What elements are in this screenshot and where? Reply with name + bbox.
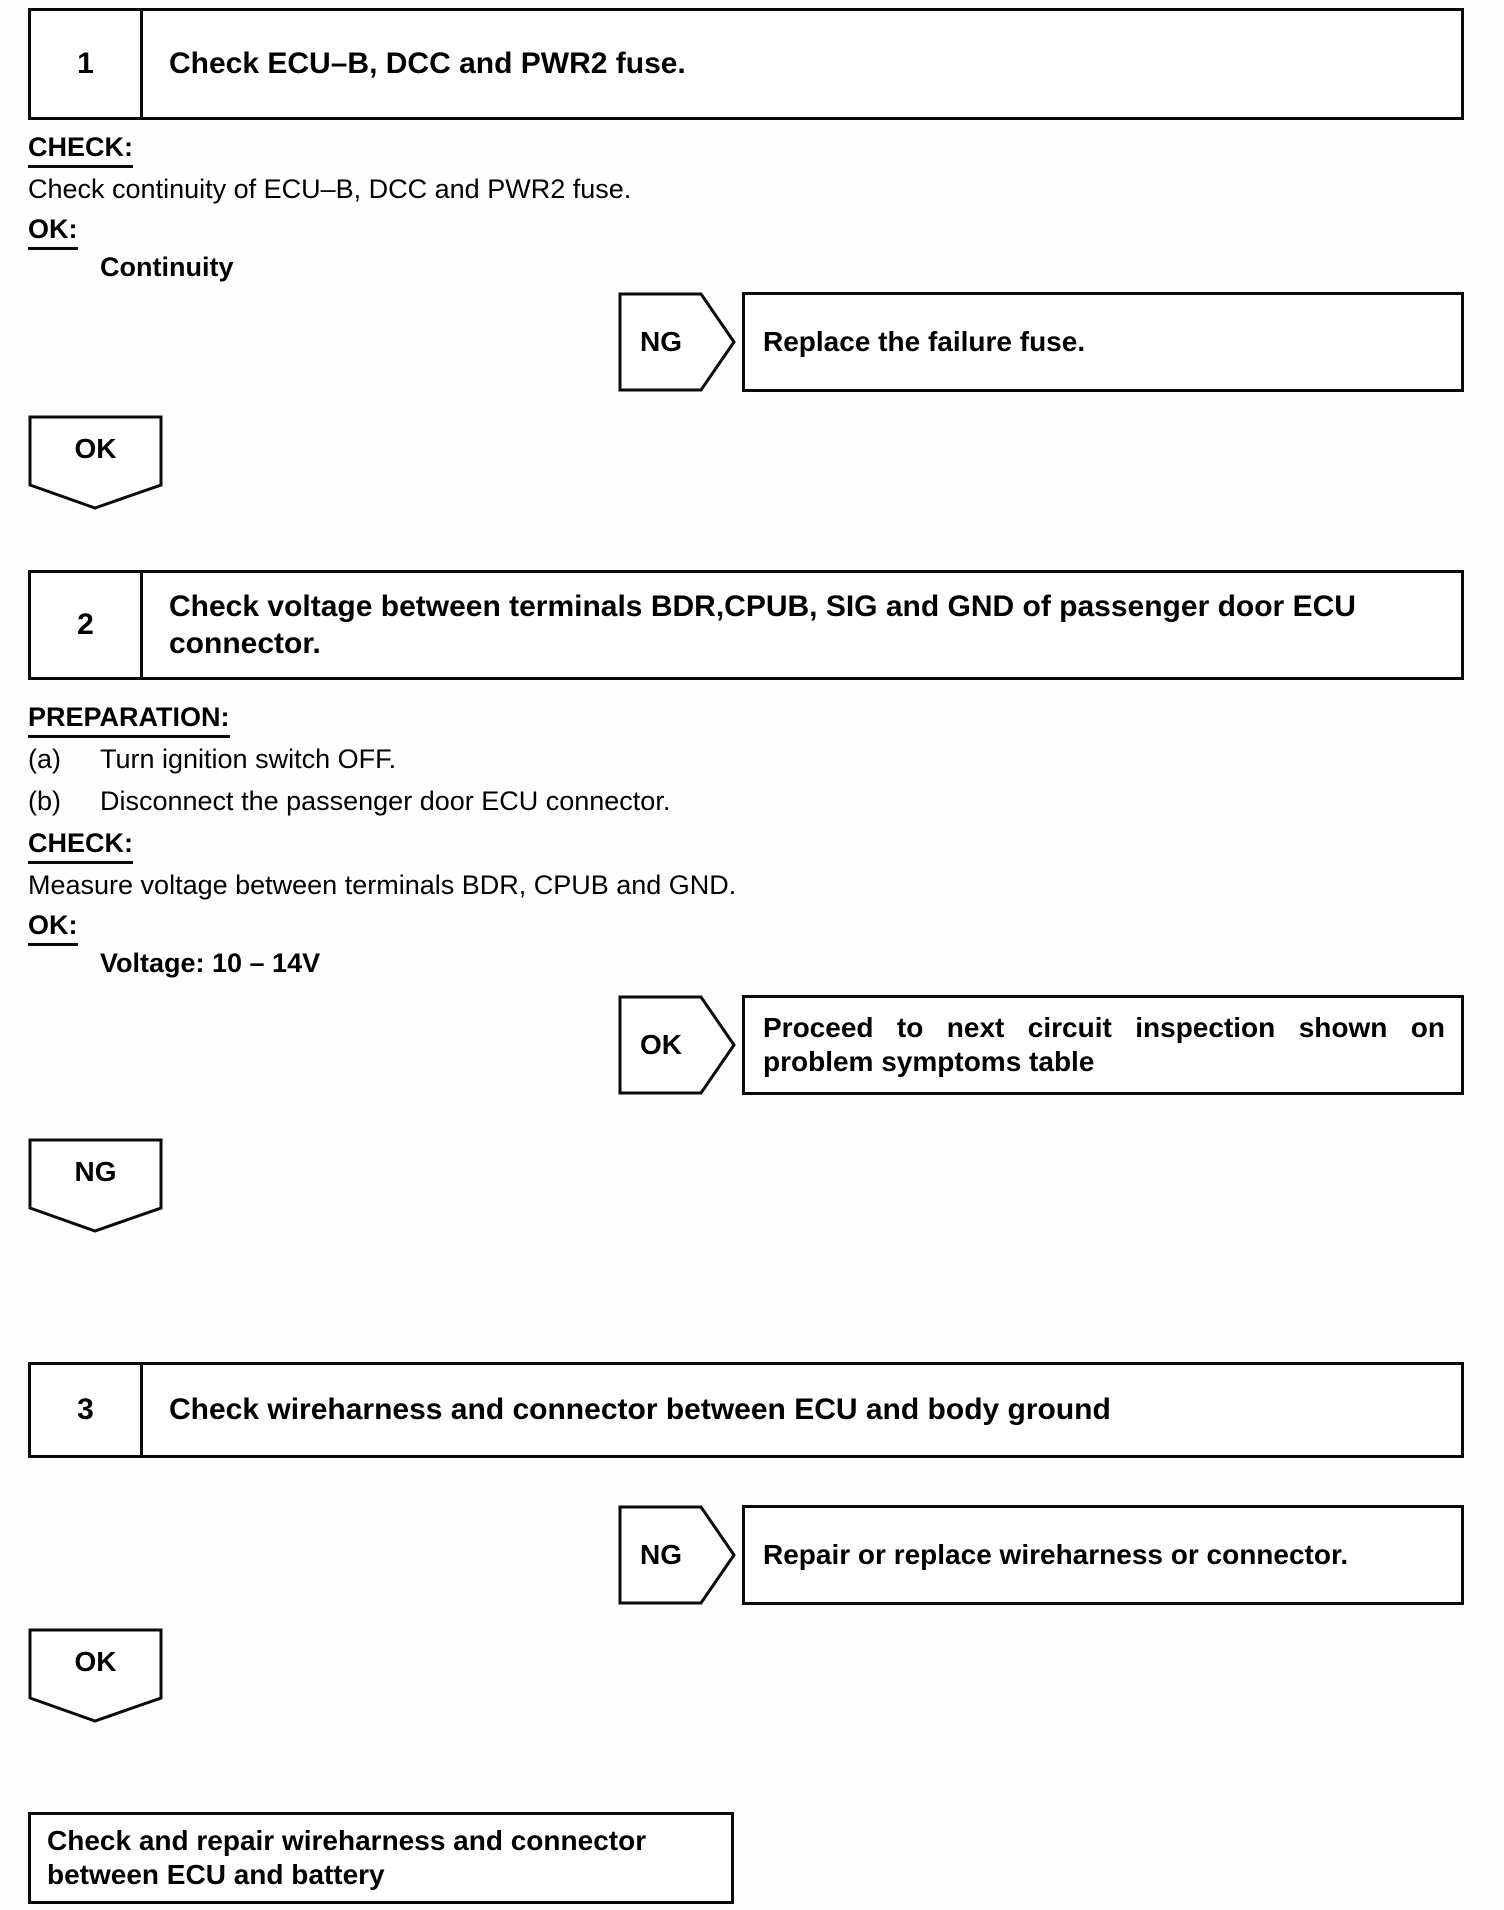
step-3-title: Check wireharness and connector between ECU and body ground xyxy=(169,1393,1111,1427)
step-2-ok-spec: Voltage: 10 – 14V xyxy=(100,948,321,978)
step-1-ok-heading: OK: xyxy=(28,214,78,250)
step-1-check-heading: CHECK: xyxy=(28,132,133,168)
step-3-branch-action-box xyxy=(742,1505,1464,1605)
step-1-continue-label: OK xyxy=(74,433,117,464)
step-1-number: 1 xyxy=(31,11,143,117)
step-1-branch-action-box xyxy=(742,292,1464,392)
step-2-prep-b-text: Disconnect the passenger door ECU connector. xyxy=(100,786,671,816)
step-3-number: 3 xyxy=(31,1365,143,1455)
step-2-continue-label: NG xyxy=(74,1156,117,1187)
step-1-header-box xyxy=(28,8,1464,120)
step-2-check-text: Measure voltage between terminals BDR, CPUB and GND. xyxy=(28,870,737,900)
step-2-ok-branch xyxy=(618,995,736,1095)
step-1-ok-spec: Continuity xyxy=(100,252,234,282)
step-2-prep-b-marker: (b) xyxy=(28,786,61,816)
step-2-branch-action-box xyxy=(742,995,1464,1095)
step-3-continue-label: OK xyxy=(74,1646,117,1677)
step-3-branch-action: Repair or replace wireharness or connector. xyxy=(763,1539,1349,1571)
step-1-title: Check ECU–B, DCC and PWR2 fuse. xyxy=(169,47,686,81)
step-1-continue-connector xyxy=(28,415,163,510)
step-2-title: Check voltage between terminals BDR,CPUB, SIG and GND of passenger door ECU connector. xyxy=(169,589,1356,660)
step-2-branch-label: OK xyxy=(640,1029,682,1060)
step-2-prep-a-marker: (a) xyxy=(28,744,61,774)
final-action-text: Check and repair wireharness and connector between ECU and battery xyxy=(47,1825,647,1890)
step-2-continue-connector xyxy=(28,1138,163,1233)
step-3-ng-branch xyxy=(618,1505,736,1605)
step-3-branch-label: NG xyxy=(640,1539,682,1570)
step-2-check-heading: CHECK: xyxy=(28,828,133,864)
step-1-branch-action: Replace the failure fuse. xyxy=(763,326,1086,358)
step-3-continue-connector xyxy=(28,1628,163,1723)
step-2-prep-a-text: Turn ignition switch OFF. xyxy=(100,744,397,774)
step-1-branch-label: NG xyxy=(640,326,682,357)
step-2-ok-heading: OK: xyxy=(28,910,78,946)
final-action-box xyxy=(28,1812,734,1904)
step-3-header-box xyxy=(28,1362,1464,1458)
step-1-check-text: Check continuity of ECU–B, DCC and PWR2 fuse. xyxy=(28,174,632,204)
step-2-header-box xyxy=(28,570,1464,680)
step-1-ng-branch xyxy=(618,292,736,392)
step-2-branch-action: Proceed to next circuit inspection shown on problem symptoms table xyxy=(763,1012,1445,1077)
step-2-preparation-heading: PREPARATION: xyxy=(28,702,230,738)
step-2-number: 2 xyxy=(31,573,143,677)
